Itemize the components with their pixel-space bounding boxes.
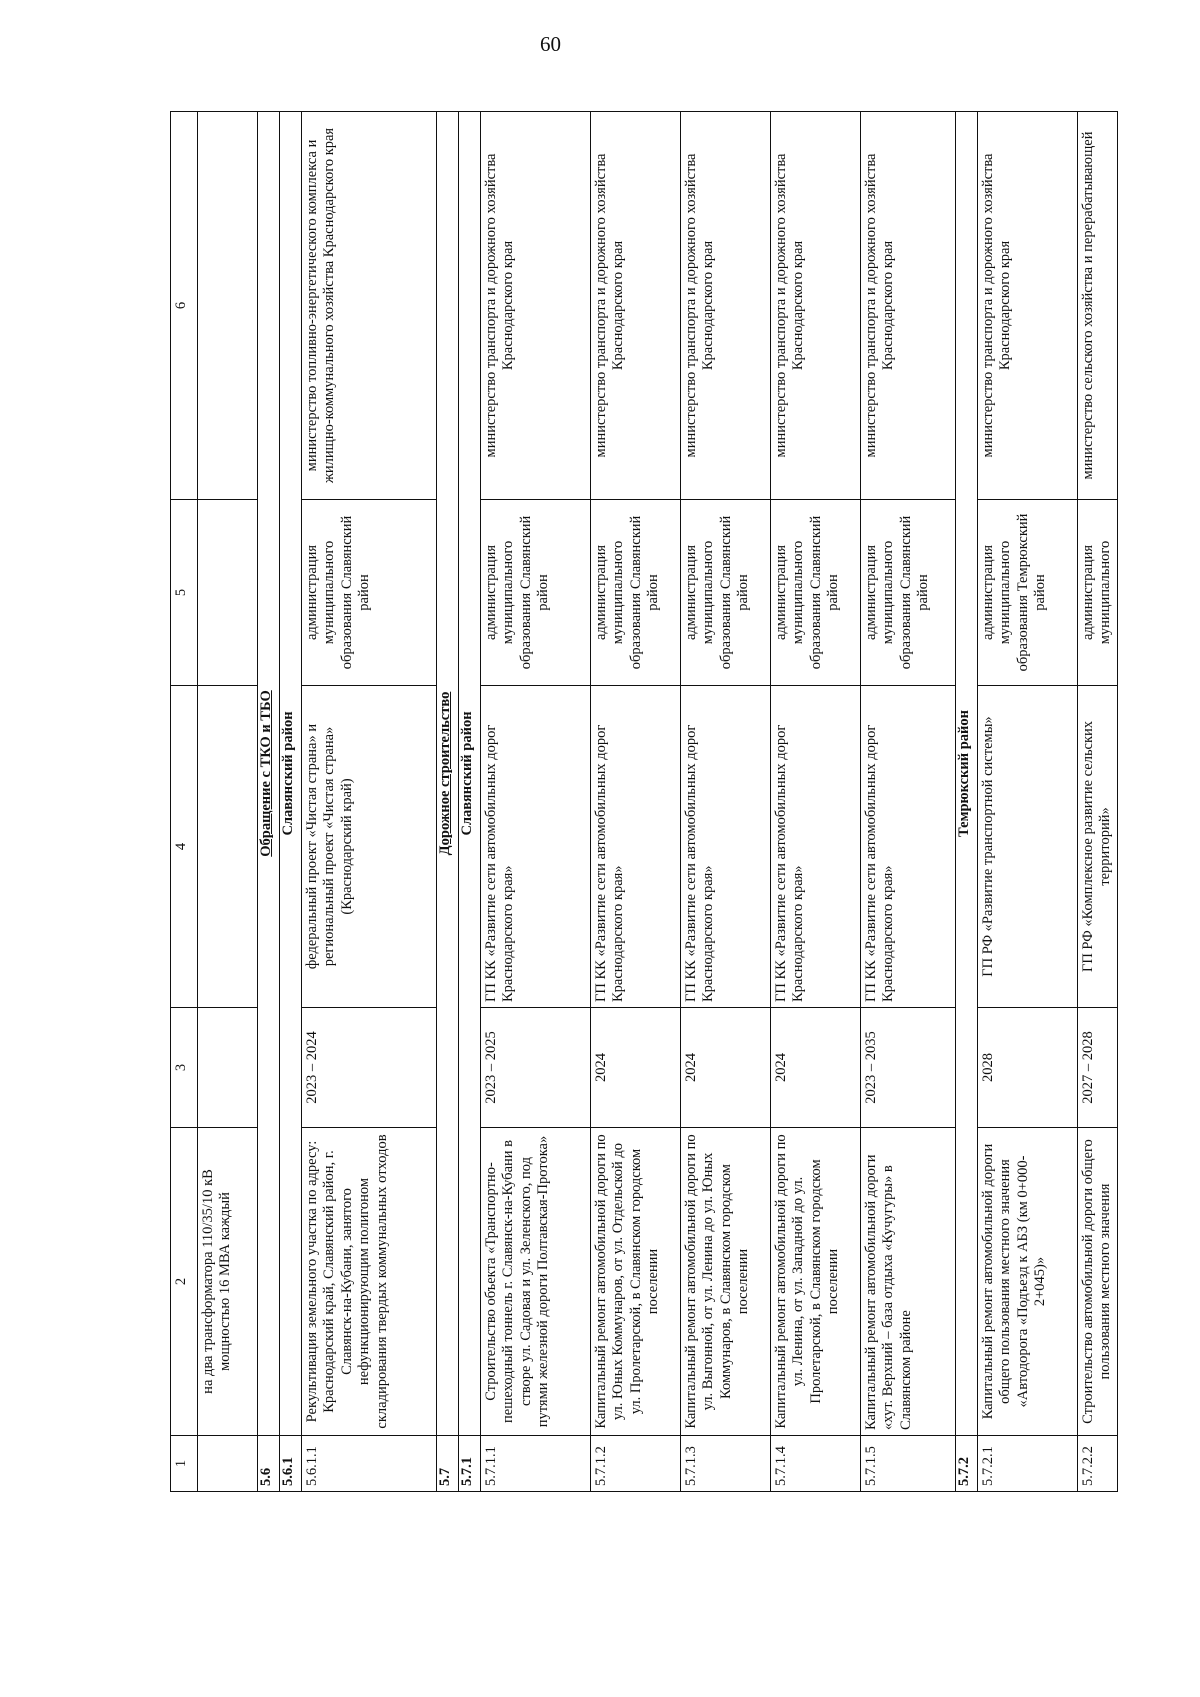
row-program: ГП РФ «Развитие транспортной системы»: [978, 686, 1078, 1008]
row-period: 2023 – 2035: [861, 1008, 956, 1128]
row-program: федеральный проект «Чистая страна» и региональный проект «Чистая страна» (Краснодарский край): [302, 686, 437, 1008]
section-row: [280, 112, 302, 1492]
row-executor: администрация муниципального образования Славянский район: [591, 500, 681, 686]
row-executor: администрация муниципального образования Темрюкский район: [978, 500, 1078, 686]
page-number: 60: [540, 32, 561, 56]
row-text: Строительство автомобильной дороги общего пользования местного значения: [1078, 1128, 1118, 1436]
section-title: Славянский район: [280, 112, 302, 1436]
table-row: [861, 112, 956, 1492]
header-cell: 6: [171, 112, 198, 500]
table-row: [302, 112, 437, 1492]
rotated-table-wrapper: [170, 112, 1114, 1492]
row-responsible: министерство транспорта и дорожного хозяйства Краснодарского края: [481, 112, 591, 500]
section-row: [956, 112, 978, 1492]
section-number: 5.6.1: [280, 1436, 302, 1492]
row-responsible: министерство транспорта и дорожного хозяйства Краснодарского края: [978, 112, 1078, 500]
row-period: [198, 1008, 258, 1128]
section-title: Темрюкский район: [956, 112, 978, 1436]
row-number: 5.7.1.4: [771, 1436, 861, 1492]
table-row: [771, 112, 861, 1492]
row-text: Рекультивация земельного участка по адресу: Краснодарский край, Славянский район, г. Славянск-на-Кубани, занятого нефункционирующим полигоном складирования твердых коммунальных отходов: [302, 1128, 437, 1436]
row-number: 5.7.1.5: [861, 1436, 956, 1492]
row-program: ГП КК «Развитие сети автомобильных дорог Краснодарского края»: [481, 686, 591, 1008]
row-text: Капитальный ремонт автомобильной дороги по ул. Юных Коммунаров, от ул. Отдельской до ул. Пролетарской, в Славянском городском поселении: [591, 1128, 681, 1436]
row-number: 5.7.2.1: [978, 1436, 1078, 1492]
header-cell: 3: [171, 1008, 198, 1128]
header-cell: 2: [171, 1128, 198, 1436]
table-row: [481, 112, 591, 1492]
row-program: ГП КК «Развитие сети автомобильных дорог Краснодарского края»: [681, 686, 771, 1008]
row-responsible: министерство топливно-энергетического комплекса и жилищно-коммунального хозяйства Краснодарского края: [302, 112, 437, 500]
row-text: Капитальный ремонт автомобильной дороги по ул. Ленина, от ул. Западной до ул. Пролетарской, в Славянском городском поселении: [771, 1128, 861, 1436]
row-number: [198, 1436, 258, 1492]
row-period: 2023 – 2025: [481, 1008, 591, 1128]
row-responsible: министерство транспорта и дорожного хозяйства Краснодарского края: [591, 112, 681, 500]
row-executor: администрация муниципального образования Славянский район: [302, 500, 437, 686]
table-row: [681, 112, 771, 1492]
row-executor: администрация муниципального образования Славянский район: [771, 500, 861, 686]
row-text: Капитальный ремонт автомобильной дороги по ул. Выгонной, от ул. Ленина до ул. Юных Коммунаров, в Славянском городском поселении: [681, 1128, 771, 1436]
row-program: [198, 686, 258, 1008]
row-text: Капитальный ремонт автомобильной дороги общего пользования местного значения «Автодорога «Подъезд к АБЗ (км 0+000-2+045)»: [978, 1128, 1078, 1436]
row-executor: администрация муниципального: [1078, 500, 1118, 686]
section-number: 5.7: [437, 1436, 459, 1492]
row-number: 5.7.2.2: [1078, 1436, 1118, 1492]
row-program: ГП КК «Развитие сети автомобильных дорог Краснодарского края»: [771, 686, 861, 1008]
row-period: 2024: [591, 1008, 681, 1128]
row-responsible: [198, 112, 258, 500]
table-row: [1078, 112, 1118, 1492]
row-responsible: министерство транспорта и дорожного хозяйства Краснодарского края: [861, 112, 956, 500]
row-period: 2024: [681, 1008, 771, 1128]
row-executor: администрация муниципального образования Славянский район: [681, 500, 771, 686]
row-period: 2027 – 2028: [1078, 1008, 1118, 1128]
row-period: 2028: [978, 1008, 1078, 1128]
section-title: Обращение с ТКО и ТБО: [258, 112, 280, 1436]
section-row: [437, 112, 459, 1492]
header-cell: 1: [171, 1436, 198, 1492]
row-executor: администрация муниципального образования Славянский район: [861, 500, 956, 686]
header-cell: 5: [171, 500, 198, 686]
row-period: 2023 – 2024: [302, 1008, 437, 1128]
row-program: ГП РФ «Комплексное развитие сельских территорий»: [1078, 686, 1118, 1008]
row-responsible: министерство транспорта и дорожного хозяйства Краснодарского края: [681, 112, 771, 500]
row-text: Капитальный ремонт автомобильной дороги «хут. Верхний – база отдыха «Кучугуры» в Славянском районе: [861, 1128, 956, 1436]
section-title: Дорожное строительство: [437, 112, 459, 1436]
table-row: [591, 112, 681, 1492]
header-cell: 4: [171, 686, 198, 1008]
row-program: ГП КК «Развитие сети автомобильных дорог Краснодарского края»: [591, 686, 681, 1008]
row-number: 5.6.1.1: [302, 1436, 437, 1492]
row-number: 5.7.1.1: [481, 1436, 591, 1492]
section-number: 5.7.2: [956, 1436, 978, 1492]
measures-table: [170, 111, 1118, 1492]
row-program: ГП КК «Развитие сети автомобильных дорог Краснодарского края»: [861, 686, 956, 1008]
row-number: 5.7.1.2: [591, 1436, 681, 1492]
section-number: 5.6: [258, 1436, 280, 1492]
table-row: [978, 112, 1078, 1492]
header-row: [171, 112, 198, 1492]
row-number: 5.7.1.3: [681, 1436, 771, 1492]
row-executor: администрация муниципального образования Славянский район: [481, 500, 591, 686]
table-row: [198, 112, 258, 1492]
section-number: 5.7.1: [459, 1436, 481, 1492]
section-title: Славянский район: [459, 112, 481, 1436]
row-responsible: министерство сельского хозяйства и перерабатывающей: [1078, 112, 1118, 500]
row-responsible: министерство транспорта и дорожного хозяйства Краснодарского края: [771, 112, 861, 500]
row-period: 2024: [771, 1008, 861, 1128]
section-row: [258, 112, 280, 1492]
row-text: на два трансформатора 110/35/10 кВ мощностью 16 МВА каждый: [198, 1128, 258, 1436]
section-row: [459, 112, 481, 1492]
row-executor: [198, 500, 258, 686]
row-text: Строительство объекта «Транспортно-пешеходный тоннель г. Славянск-на-Кубани в створе ул. Садовая и ул. Зеленского, под путями железной дороги Полтавская-Протока»: [481, 1128, 591, 1436]
